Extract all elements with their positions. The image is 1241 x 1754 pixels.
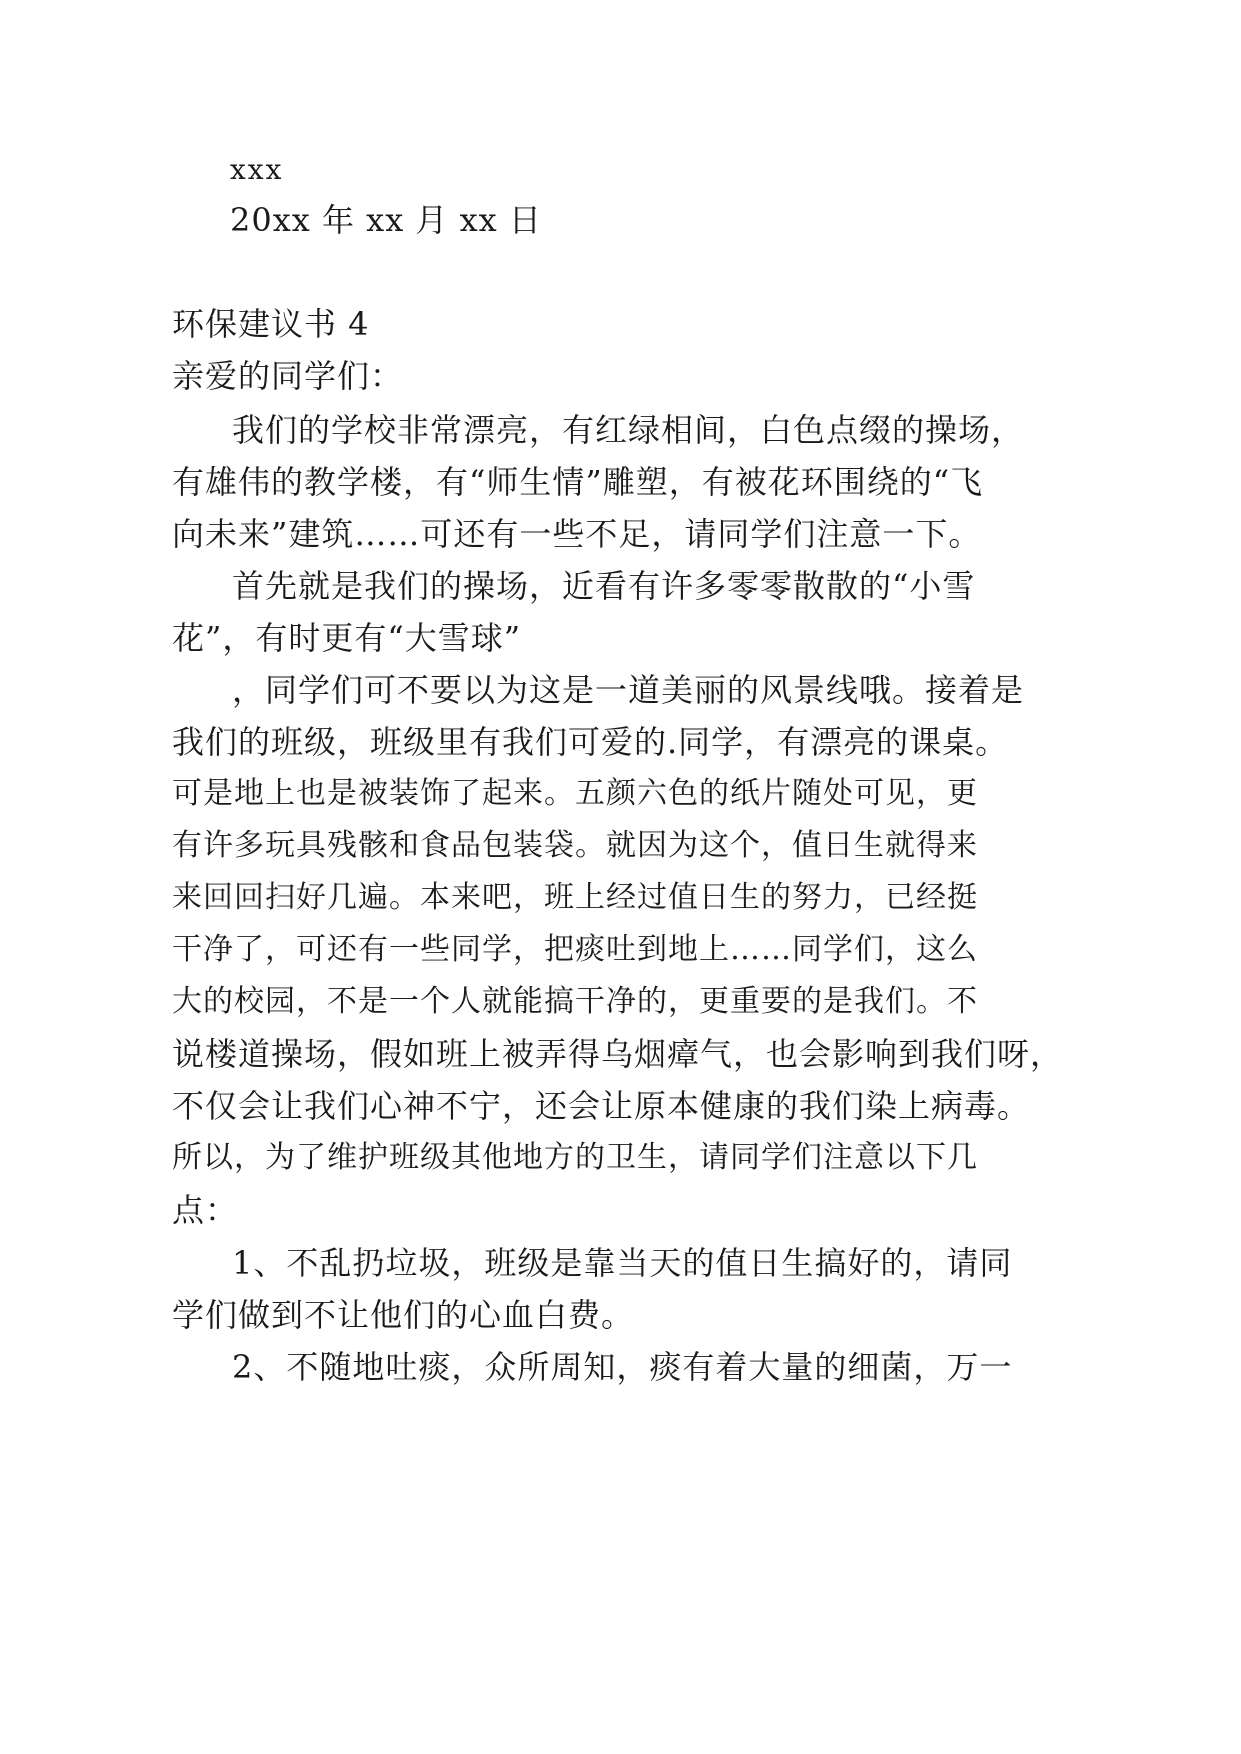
- body-line: 可是地上也是被装饰了起来。五颜六色的纸片随处可见，更: [172, 776, 978, 811]
- letter-greeting: 亲爱的同学们：: [172, 357, 404, 395]
- body-line: 点：: [172, 1191, 239, 1229]
- body-line: 2、不随地吐痰，众所周知，痰有着大量的细菌，万一: [232, 1348, 1013, 1386]
- body-line: 我们的学校非常漂亮，有红绿相间，白色点缀的操场，: [232, 411, 1025, 449]
- signature-name: xxx: [230, 153, 284, 186]
- body-line: 来回回扫好几遍。本来吧，班上经过值日生的努力，已经挺: [172, 880, 978, 915]
- body-line: 首先就是我们的操场，近看有许多零零散散的“小雪: [232, 567, 976, 605]
- signature-date: 20xx 年 xx 月 xx 日: [230, 201, 542, 239]
- body-line: 有雄伟的教学楼，有“师生情”雕塑，有被花环围绕的“飞: [172, 463, 984, 501]
- body-line: 向未来”建筑……可还有一些不足，请同学们注意一下。: [172, 515, 982, 553]
- body-line: 干净了，可还有一些同学，把痰吐到地上……同学们，这么: [172, 932, 978, 967]
- body-line: 说楼道操场，假如班上被弄得乌烟瘴气，也会影响到我们呀，: [172, 1035, 1064, 1073]
- body-line: 1、不乱扔垃圾，班级是靠当天的值日生搞好的，请同: [232, 1244, 1013, 1282]
- body-line: 花”，有时更有“大雪球”: [172, 619, 522, 657]
- body-line: ，同学们可不要以为这是一道美丽的风景线哦。接着是: [232, 671, 1025, 709]
- body-line: 我们的班级，班级里有我们可爱的.同学，有漂亮的课桌。: [172, 723, 1009, 761]
- body-line: 所以，为了维护班级其他地方的卫生，请同学们注意以下几: [172, 1140, 978, 1175]
- letter-title: 环保建议书 4: [172, 305, 370, 343]
- body-line: 有许多玩具残骸和食品包装袋。就因为这个，值日生就得来: [172, 828, 978, 863]
- body-line: 不仅会让我们心神不宁，还会让原本健康的我们染上病毒。: [172, 1087, 1031, 1125]
- body-line: 大的校园，不是一个人就能搞干净的，更重要的是我们。不: [172, 984, 978, 1019]
- body-line: 学们做到不让他们的心血白费。: [172, 1296, 635, 1334]
